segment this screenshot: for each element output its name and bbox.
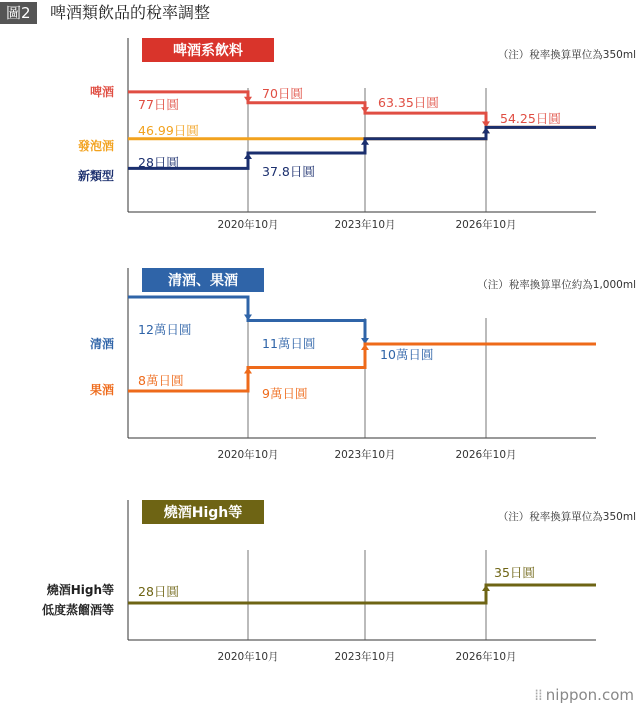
data-label: 28日圓: [138, 155, 179, 170]
chart-note: （注）稅率換算單位為350ml: [497, 49, 636, 61]
x-tick-label: 2026年10月: [455, 449, 517, 461]
x-tick-label: 2020年10月: [217, 651, 279, 663]
series-line: [128, 344, 596, 391]
figure-title: 啤酒類飲品的稅率調整: [50, 3, 211, 22]
data-label: 9萬日圓: [262, 386, 308, 401]
chart-note: （注）稅率換算單位為350ml: [497, 511, 636, 523]
data-label: 63.35日圓: [378, 95, 439, 110]
chart-panel-3: [42, 500, 636, 663]
series-name: 清酒: [89, 337, 114, 351]
data-label: 46.99日圓: [138, 123, 199, 138]
series-name: 啤酒: [89, 85, 114, 99]
data-label: 12萬日圓: [138, 322, 192, 337]
chart-note: （注）稅率換算單位約為1,000ml: [477, 279, 636, 291]
series-name: 燒酒High等: [46, 583, 114, 597]
x-tick-label: 2026年10月: [455, 219, 517, 231]
chart-title: 清酒、果酒: [168, 273, 238, 289]
series-name: 新類型: [77, 169, 114, 183]
series-name: 發泡酒: [77, 139, 114, 153]
data-label: 8萬日圓: [138, 373, 184, 388]
data-label: 10萬日圓: [380, 347, 434, 362]
x-tick-label: 2023年10月: [334, 651, 396, 663]
data-label: 35日圓: [494, 565, 535, 580]
data-label: 37.8日圓: [262, 164, 315, 179]
chart-panel-2: [90, 268, 636, 461]
x-tick-label: 2023年10月: [334, 219, 396, 231]
series-line: [128, 297, 596, 344]
brand-logo: [534, 686, 634, 704]
data-label: 28日圓: [138, 584, 179, 599]
figure-number-badge: 圖2: [0, 2, 37, 24]
data-label: 54.25日圓: [500, 111, 561, 126]
chart-panel-1: [78, 38, 636, 231]
series-line: [128, 585, 596, 603]
chart-title: 燒酒High等: [163, 505, 243, 521]
chart-title: 啤酒系飲料: [173, 43, 243, 59]
brand-text: nippon.com: [545, 686, 634, 704]
series-name: 低度蒸餾酒等: [41, 603, 114, 617]
x-tick-label: 2023年10月: [334, 449, 396, 461]
x-tick-label: 2026年10月: [455, 651, 517, 663]
data-label: 11萬日圓: [262, 336, 316, 351]
x-tick-label: 2020年10月: [217, 449, 279, 461]
series-name: 果酒: [89, 383, 114, 397]
x-tick-label: 2020年10月: [217, 219, 279, 231]
data-label: 77日圓: [138, 97, 179, 112]
nippon-dots-icon: ⁞⁞: [534, 686, 542, 704]
data-label: 70日圓: [262, 86, 303, 101]
